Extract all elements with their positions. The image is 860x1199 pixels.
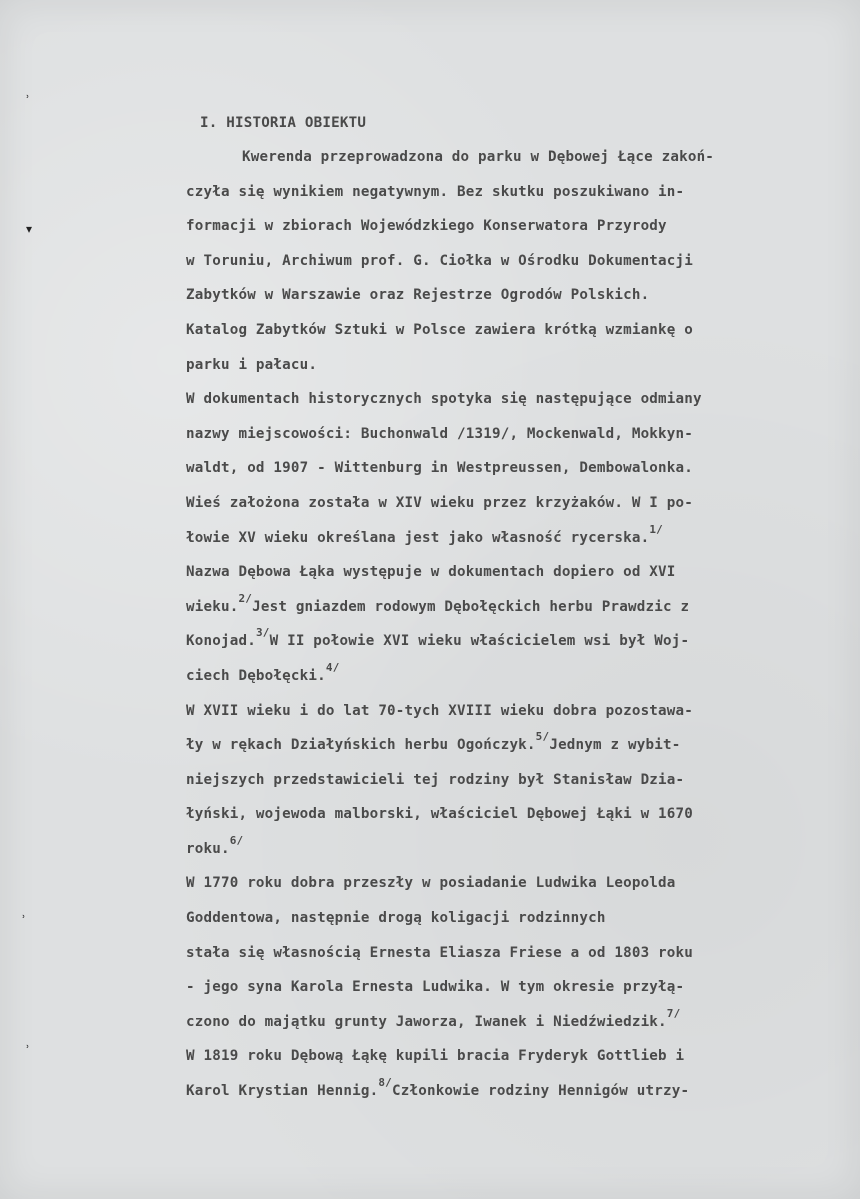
text-line	[186, 728, 826, 763]
line-text: łowie XV wieku określana jest jako własność rycerska.	[186, 529, 650, 546]
line-text: niejszych przedstawicieli tej rodziny był Stanisław Dzia-	[186, 771, 685, 788]
text-line	[186, 901, 826, 936]
footnote-ref: 2/	[238, 591, 253, 605]
text-line	[186, 590, 826, 625]
line-text: parku i pałacu.	[186, 356, 318, 373]
line-text: wieku.	[186, 598, 239, 615]
text-line	[186, 694, 826, 729]
text-line	[186, 659, 826, 694]
text-line	[186, 763, 826, 798]
line-text: Goddentowa, następnie drogą koligacji rodzinnych	[186, 910, 606, 927]
line-text: Karol Krystian Hennig.	[186, 1083, 379, 1100]
line-text: W 1819 roku Dębową Łąkę kupili bracia Fryderyk Gottlieb i	[186, 1048, 685, 1065]
text-line	[186, 970, 826, 1005]
line-text: Kwerenda przeprowadzona do parku w Dębowej Łące zakoń-	[242, 149, 715, 165]
line-text: stała się własnością Ernesta Eliasza Friese a od 1803 roku	[186, 944, 694, 961]
text-line	[186, 382, 826, 417]
line-text: nazwy miejscowości: Buchonwald /1319/, Mockenwald, Mokkyn-	[186, 425, 694, 442]
line-text: ciech Dębołęcki.	[186, 667, 326, 684]
section-heading: I. HISTORIA OBIEKTU	[200, 115, 367, 131]
footnote-ref: 6/	[229, 833, 244, 847]
text-line	[186, 936, 826, 971]
line-text: roku.	[186, 840, 230, 857]
margin-mark: ▾	[26, 222, 33, 236]
line-text: łyński, wojewoda malborski, właściciel Dębowej Łąki w 1670	[186, 806, 694, 823]
text-line	[186, 313, 826, 348]
line-text: czono do majątku grunty Jaworza, Iwanek i Niedźwiedzik.	[186, 1013, 667, 1030]
text-line	[186, 278, 826, 313]
footnote-ref: 5/	[535, 730, 550, 744]
text-line	[186, 244, 826, 279]
text-line	[186, 175, 826, 210]
margin-mark: ˒	[26, 90, 30, 104]
footnote-ref: 8/	[378, 1076, 392, 1090]
line-text: Katalog Zabytków Sztuki w Polsce zawiera krótką wzmiankę o	[186, 321, 694, 338]
typed-document	[186, 106, 826, 1109]
text-line	[186, 1039, 826, 1074]
line-text: Konojad.	[186, 633, 256, 650]
footnote-ref: 1/	[649, 522, 663, 536]
text-line	[186, 866, 826, 901]
line-text-continued: Jednym z wybit-	[549, 737, 681, 754]
text-line	[186, 832, 826, 867]
line-text: formacji w zbiorach Wojewódzkiego Konserwatora Przyrody	[186, 218, 667, 235]
line-text: Nazwa Dębowa Łąka występuje w dokumentach dopiero od XVI	[186, 564, 676, 581]
text-line	[186, 624, 826, 659]
text-line	[186, 486, 826, 521]
text-line	[186, 797, 826, 832]
line-text-continued: Jest gniazdem rodowym Dębołęckich herbu Prawdzic z	[252, 598, 690, 615]
margin-mark: ˒	[22, 910, 26, 924]
line-text: - jego syna Karola Ernesta Ludwika. W tym okresie przyłą-	[186, 979, 685, 996]
text-line	[186, 521, 826, 556]
line-text: W XVII wieku i do lat 70-tych XVIII wieku dobra pozostawa-	[186, 702, 694, 719]
line-text: waldt, od 1907 - Wittenburg in Westpreussen, Dembowalonka.	[186, 460, 694, 477]
text-line	[186, 1005, 826, 1040]
footnote-ref: 3/	[255, 626, 270, 640]
line-text-continued: W II połowie XVI wieku właścicielem wsi był Woj-	[269, 633, 690, 650]
text-line	[186, 1074, 826, 1109]
text-line	[186, 348, 826, 383]
line-text: w Toruniu, Archiwum prof. G. Ciołka w Ośrodku Dokumentacji	[186, 252, 694, 269]
text-line	[186, 417, 826, 452]
line-text: W dokumentach historycznych spotyka się następujące odmiany	[186, 391, 702, 408]
line-text: Wieś założona została w XIV wieku przez krzyżaków. W I po-	[186, 494, 694, 511]
margin-mark: ˒	[26, 1040, 30, 1054]
line-text: W 1770 roku dobra przeszły w posiadanie Ludwika Leopolda	[186, 875, 676, 892]
text-line	[186, 555, 826, 590]
footnote-ref: 4/	[325, 660, 340, 674]
line-text: ły w rękach Działyńskich herbu Ogończyk.	[186, 737, 536, 754]
text-line	[186, 209, 826, 244]
footnote-ref: 7/	[666, 1006, 681, 1020]
line-text: Zabytków w Warszawie oraz Rejestrze Ogrodów Polskich.	[186, 287, 650, 304]
line-text: czyła się wynikiem negatywnym. Bez skutku poszukiwano in-	[186, 183, 685, 200]
text-line	[186, 140, 826, 175]
text-line	[186, 451, 826, 486]
line-text-continued: Członkowie rodziny Hennigów utrzy-	[391, 1083, 690, 1100]
